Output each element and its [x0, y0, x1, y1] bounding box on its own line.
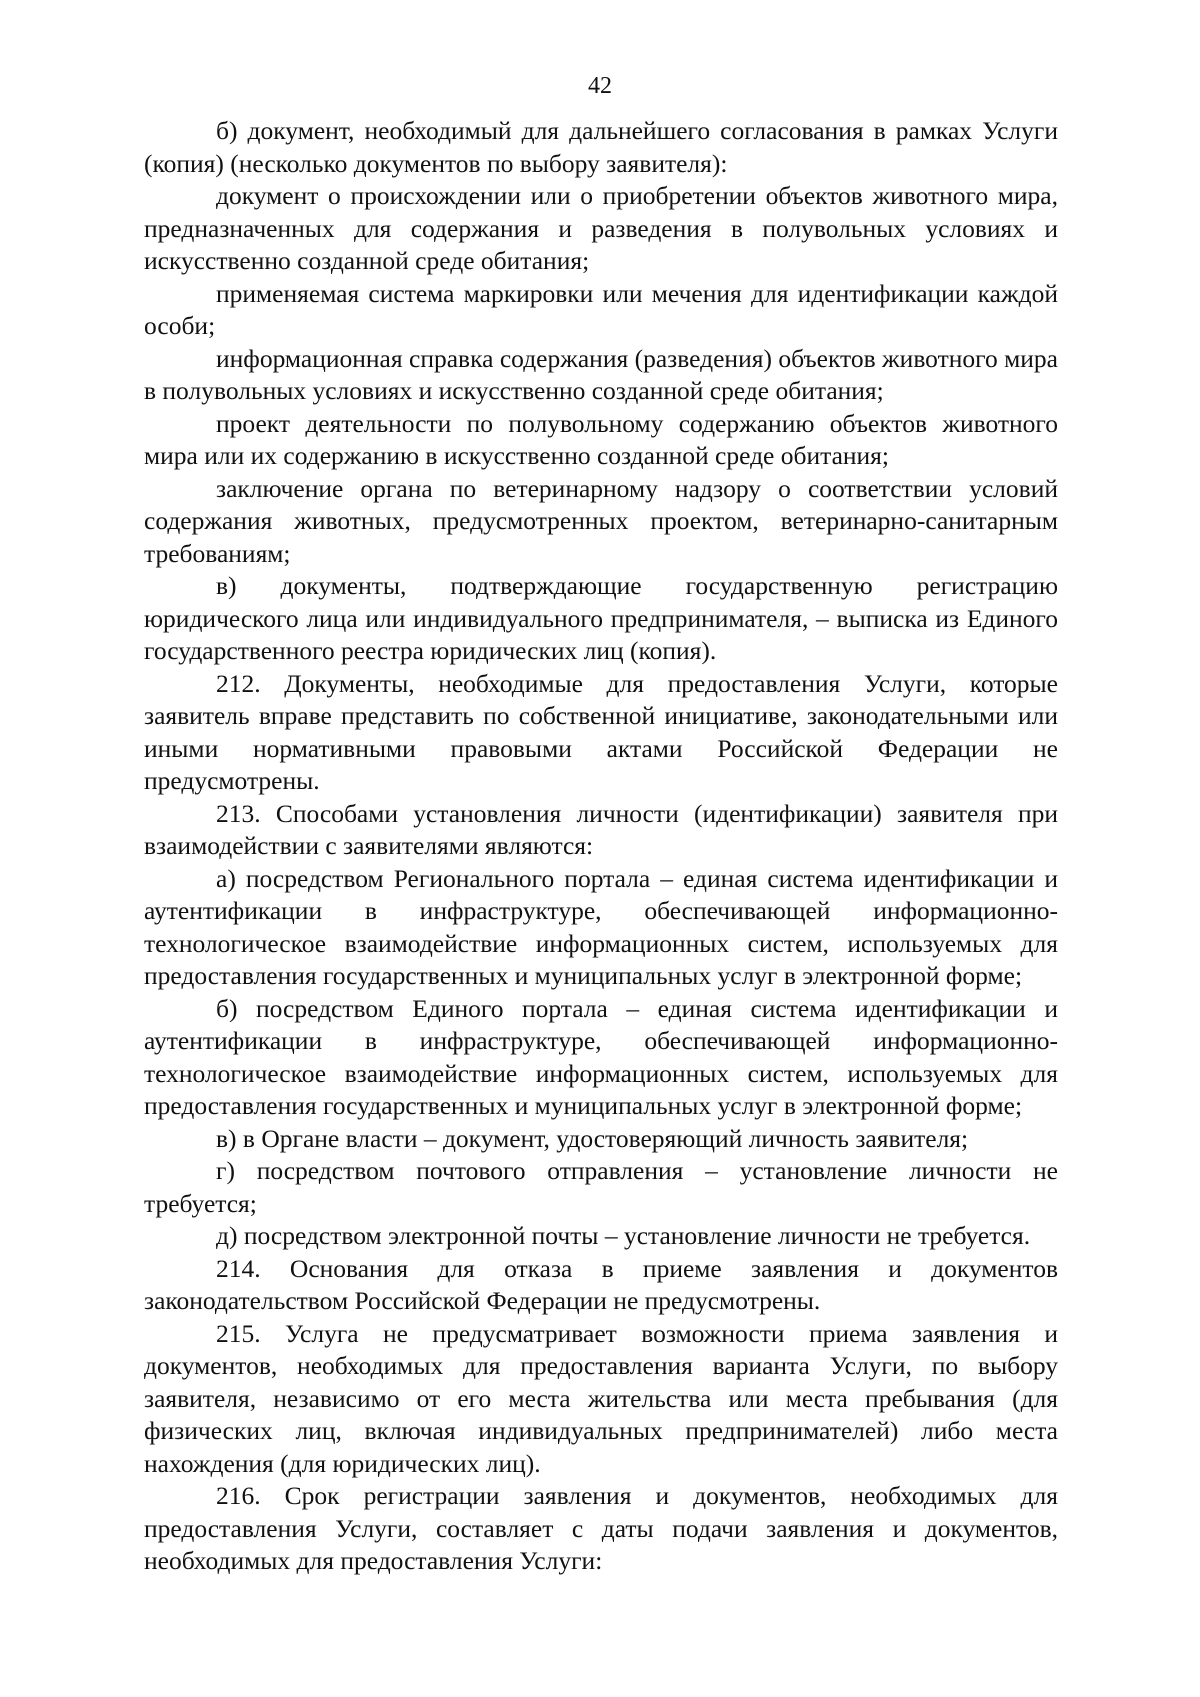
- paragraph-213-a-regional-portal: а) посредством Регионального портала – единая система идентификации и аутентификации в инфраструктуре, обеспечивающей информационно-технологическое взаимодействие информационных систем, используемых для предоставления государственных и муниципальных услуг в электронной форме;: [144, 863, 1058, 990]
- paragraph-veterinary-conclusion: заключение органа по ветеринарному надзору о соответствии условий содержания животных, предусмотренных проектом, ветеринарно-санитарным требованиям;: [144, 473, 1058, 568]
- paragraph-213-d-email: д) посредством электронной почты – установление личности не требуется.: [216, 1221, 1031, 1250]
- paragraph-213-v-authority: в) в Органе власти – документ, удостоверяющий личность заявителя;: [216, 1123, 969, 1153]
- page-number: 42: [588, 73, 612, 99]
- paragraph-213-g-postal: г) посредством почтового отправления – установление личности не требуется;: [144, 1156, 1058, 1218]
- paragraph-216: 216. Срок регистрации заявления и документов, необходимых для предоставления Услуги, составляет с даты подачи заявления и документов, необходимых для предоставления Услуги:: [144, 1481, 1058, 1575]
- paragraph-213-b-unified-portal: б) посредством Единого портала – единая система идентификации и аутентификации в инфраструктуре, обеспечивающей информационно-технологическое взаимодействие информационных систем, используемых для предоставления государственных и муниципальных услуг в электронной форме;: [144, 993, 1058, 1120]
- document-body: [144, 115, 1058, 1578]
- paragraph-marking-system: применяемая система маркировки или мечения для идентификации каждой особи;: [144, 278, 1058, 340]
- paragraph-214: 214. Основания для отказа в приеме заявления и документов законодательством Российской Федерации не предусмотрены.: [144, 1253, 1058, 1315]
- paragraph-215: 215. Услуга не предусматривает возможности приема заявления и документов, необходимых для предоставления варианта Услуги, по выбору заявителя, независимо от его места жительства или места пребывания (для физических лиц, включая индивидуальных предпринимателей) либо места нахождения (для юридических лиц).: [144, 1318, 1058, 1478]
- paragraph-213: 213. Способами установления личности (идентификации) заявителя при взаимодействии с заявителями являются:: [144, 798, 1058, 860]
- paragraph-activity-project: проект деятельности по полувольному содержанию объектов животного мира или их содержанию в искусственно созданной среде обитания;: [144, 408, 1058, 470]
- paragraph-b-document-copy: б) документ, необходимый для дальнейшего согласования в рамках Услуги (копия) (несколько документов по выбору заявителя):: [144, 116, 1058, 178]
- paragraph-v-registration-documents: в) документы, подтверждающие государственную регистрацию юридического лица или индивидуального предпринимателя, – выписка из Единого государственного реестра юридических лиц (копия).: [144, 571, 1058, 665]
- paragraph-origin-document: документ о происхождении или о приобретении объектов животного мира, предназначенных для содержания и разведения в полувольных условиях и искусственно созданной среде обитания;: [144, 181, 1058, 275]
- paragraph-212: 212. Документы, необходимые для предоставления Услуги, которые заявитель вправе представить по собственной инициативе, законодательными или иными нормативными правовыми актами Российской Федерации не предусмотрены.: [144, 668, 1058, 795]
- paragraph-info-reference: информационная справка содержания (разведения) объектов животного мира в полувольных условиях и искусственно созданной среде обитания;: [144, 343, 1058, 405]
